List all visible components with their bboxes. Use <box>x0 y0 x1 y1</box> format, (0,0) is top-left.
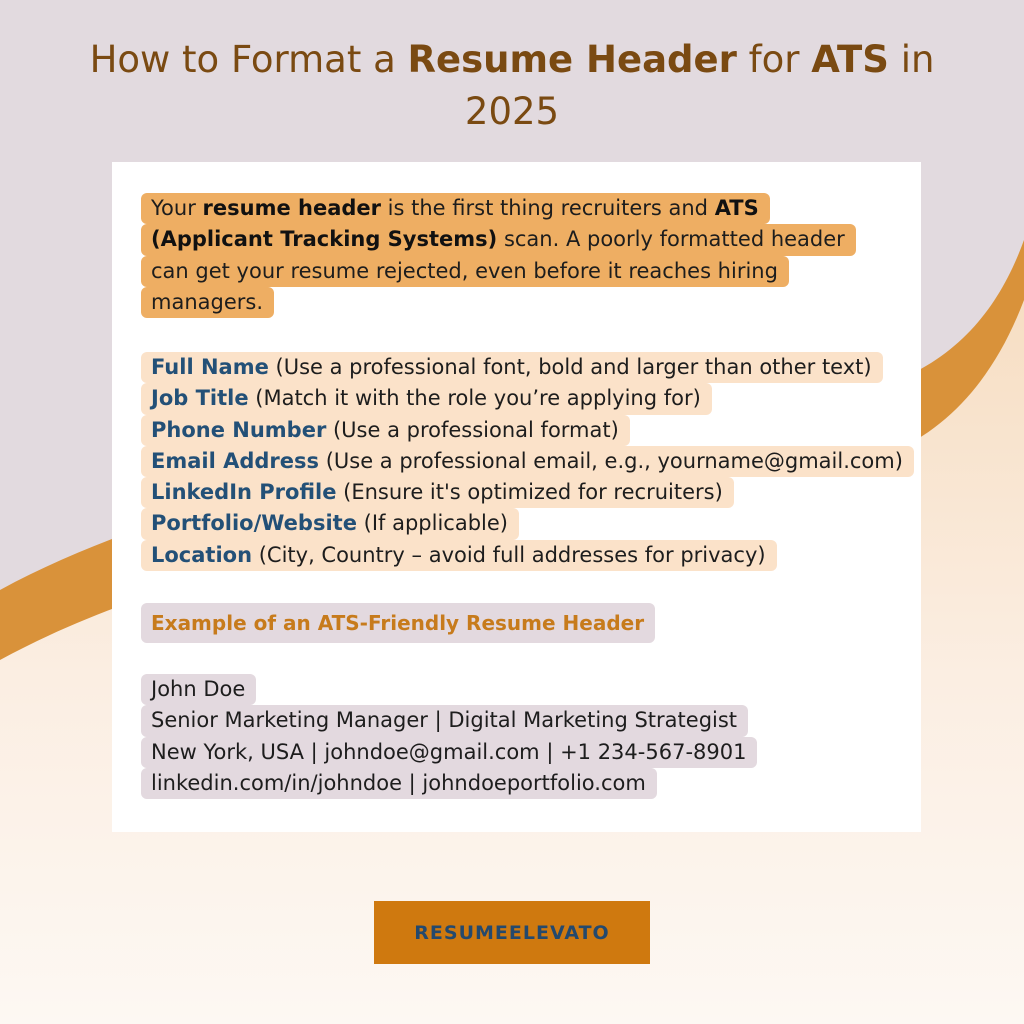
field-email-address: Email Address (Use a professional email, e.g., yourname@gmail.com) <box>141 446 914 477</box>
field-job-title: Job Title (Match it with the role you’re applying for) <box>141 383 712 414</box>
intro-paragraph <box>141 193 921 318</box>
field-full-name: Full Name (Use a professional font, bold and larger than other text) <box>141 352 883 383</box>
intro-line: (Applicant Tracking Systems) scan. A poorly formatted header <box>141 224 856 255</box>
sample-links: linkedin.com/in/johndoe | johndoeportfolio.com <box>141 768 657 799</box>
intro-line: managers. <box>141 287 274 318</box>
example-section <box>141 603 921 643</box>
sample-header <box>141 674 921 799</box>
header-fields-list <box>141 352 921 571</box>
sample-contact: New York, USA | johndoe@gmail.com | +1 234-567-8901 <box>141 737 757 768</box>
field-linkedin-profile: LinkedIn Profile (Ensure it's optimized for recruiters) <box>141 477 734 508</box>
page-title: How to Format a Resume Header for ATS in 2025 <box>89 38 935 133</box>
example-heading: Example of an ATS-Friendly Resume Header <box>141 603 655 643</box>
field-portfolio-website: Portfolio/Website (If applicable) <box>141 508 519 539</box>
intro-line: Your resume header is the first thing recruiters and ATS <box>141 193 770 224</box>
field-location: Location (City, Country – avoid full addresses for privacy) <box>141 540 777 571</box>
intro-line: can get your resume rejected, even before it reaches hiring <box>141 256 789 287</box>
field-phone-number: Phone Number (Use a professional format) <box>141 415 630 446</box>
sample-name: John Doe <box>141 674 256 705</box>
brand-button[interactable]: RESUMEELEVATO <box>374 901 650 964</box>
content-card <box>112 162 921 832</box>
sample-job-title: Senior Marketing Manager | Digital Marketing Strategist <box>141 705 748 736</box>
